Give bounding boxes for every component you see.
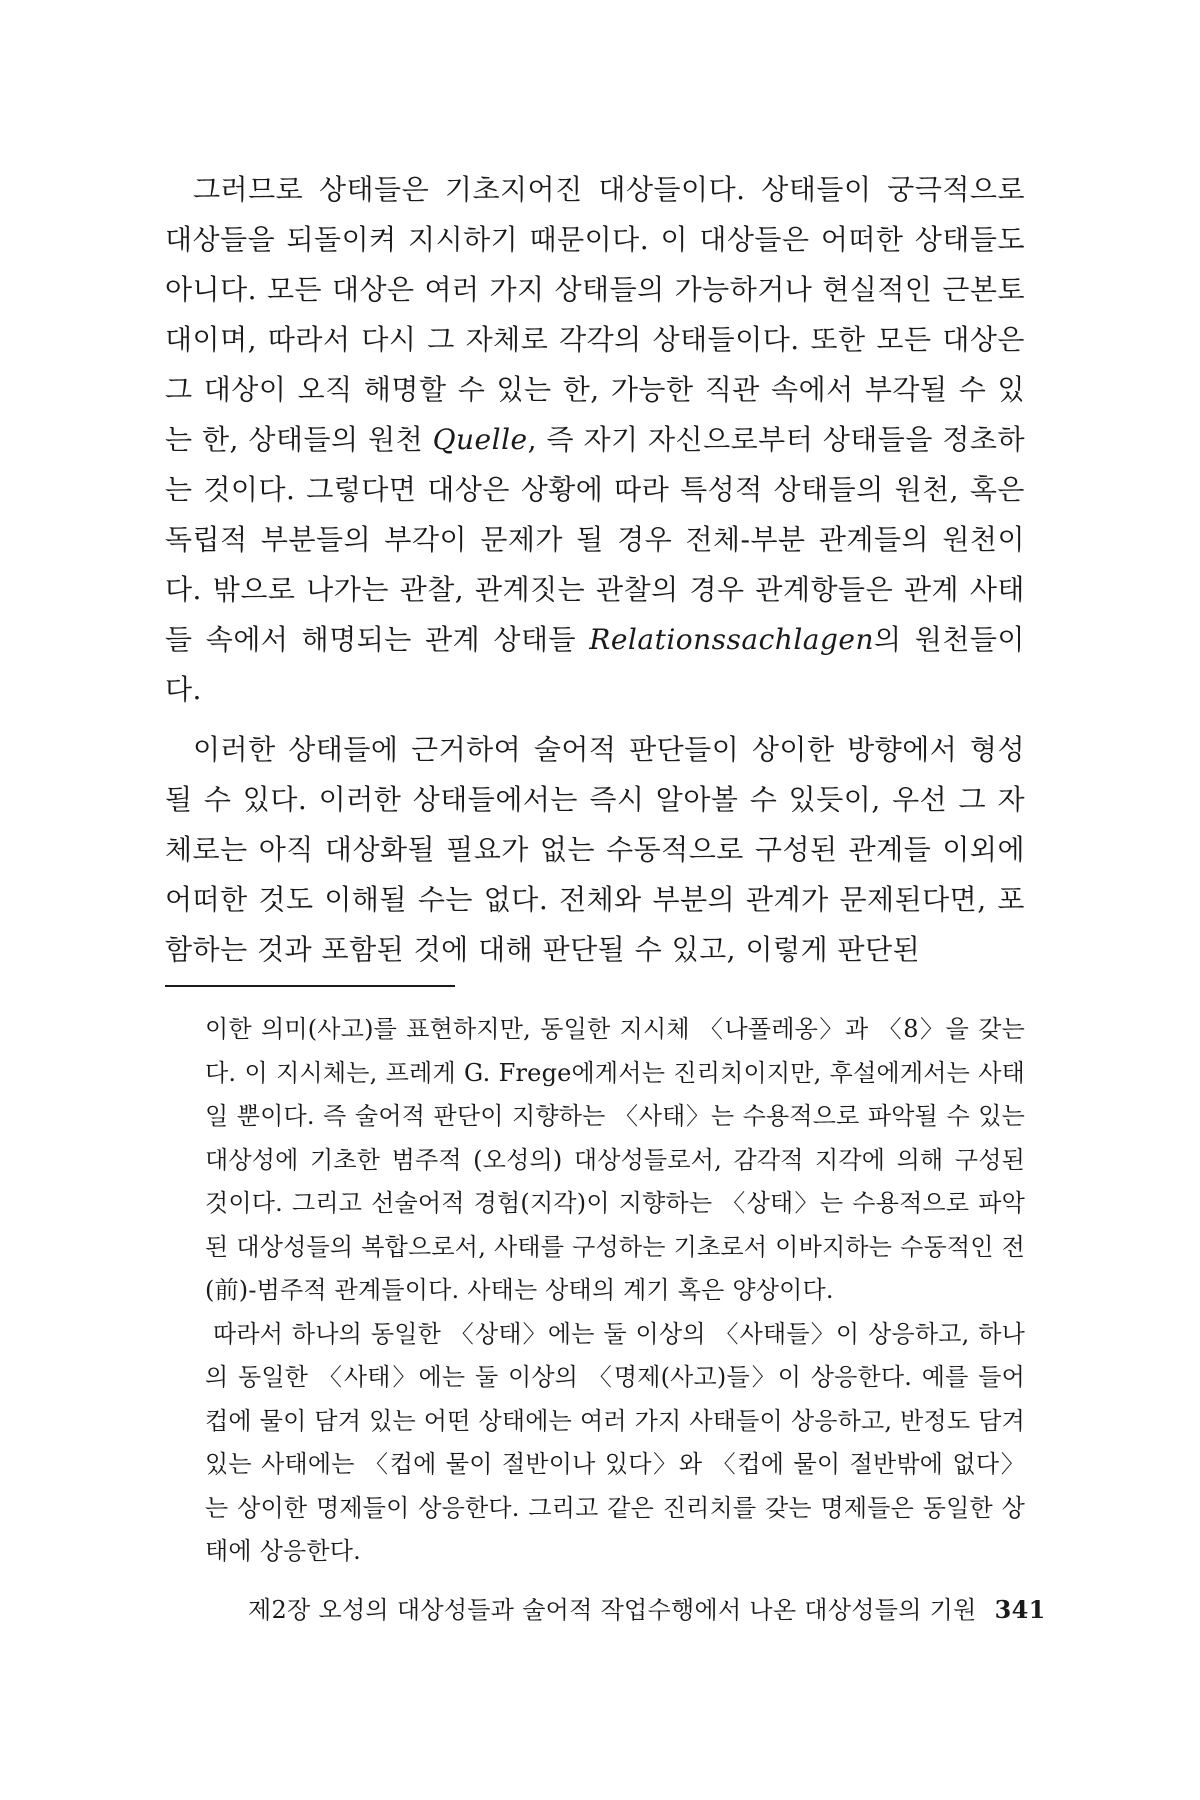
german-term: Relationssachlagen	[589, 623, 875, 656]
main-text	[165, 165, 1025, 975]
body-text-segment: 그러므로 상태들은 기초지어진 대상들이다. 상태들이 궁극적으로 대상들을 되돌이켜 지시하기 때문이다. 이 대상들은 어떠한 상태들도 아니다. 모든 대상은 여러 가지 상태들의 가능하거나 현실적인 근본토대이며, 따라서 다시 그 자체로 각각의 상태들이다. 또한 모든 대상은 그 대상이 오직 해명할 수 있는 한, 가능한 직관 속에서 부각될 수 있는 한, 상태들의 원천	[165, 173, 1025, 456]
chapter-title: 제2장 오성의 대상성들과 술어적 작업수행에서 나온 대상성들의 기원	[248, 1596, 977, 1624]
body-text-segment: , 즉 자기 자신으로부터 상태들을 정초하는 것이다. 그렇다면 대상은 상황에 따라 특성적 상태들의 원천, 혹은 독립적 부분들의 부각이 문제가 될 경우 전체-부분 관계들의 원천이다. 밖으로 나가는 관찰, 관계짓는 관찰의 경우 관계항들은 관계 사태들 속에서 해명되는 관계 상태들	[165, 423, 1025, 656]
running-footer	[248, 1590, 1046, 1625]
german-term: Quelle	[432, 423, 528, 456]
body-paragraph	[165, 165, 1025, 715]
body-text-segment: 의 원천들이다.	[165, 623, 1025, 706]
footnote-block	[205, 1008, 1025, 1574]
footnote-paragraph: 따라서 하나의 동일한 〈상태〉에는 둘 이상의 〈사태들〉이 상응하고, 하나의 동일한 〈사태〉에는 둘 이상의 〈명제(사고)들〉이 상응한다. 예를 들어 컵에 물이 담겨 있는 어떤 상태에는 여러 가지 사태들이 상응하고, 반정도 담겨 있는 사태에는 〈컵에 물이 절반이나 있다〉와 〈컵에 물이 절반밖에 없다〉는 상이한 명제들이 상응한다. 그리고 같은 진리치를 갖는 명제들은 동일한 상태에 상응한다.	[205, 1319, 1025, 1565]
footnote-separator	[165, 985, 455, 987]
page-number: 341	[994, 1595, 1046, 1624]
body-paragraph: 이러한 상태들에 근거하여 술어적 판단들이 상이한 방향에서 형성될 수 있다. 이러한 상태들에서는 즉시 알아볼 수 있듯이, 우선 그 자체로는 아직 대상화될 필요가 없는 수동적으로 구성된 관계들 이외에 어떠한 것도 이해될 수는 없다. 전체와 부분의 관계가 문제된다면, 포함하는 것과 포함된 것에 대해 판단될 수 있고, 이렇게 판단된	[165, 733, 1025, 966]
footnote-paragraph: 이한 의미(사고)를 표현하지만, 동일한 지시체 〈나폴레옹〉과 〈8〉을 갖는다. 이 지시체는, 프레게 G. Frege에게서는 진리치이지만, 후설에게서는 사태일 뿐이다. 즉 술어적 판단이 지향하는 〈사태〉는 수용적으로 파악될 수 있는 대상성에 기초한 범주적 (오성의) 대상성들로서, 감각적 지각에 의해 구성된 것이다. 그리고 선술어적 경험(지각)이 지향하는 〈상태〉는 수용적으로 파악된 대상성들의 복합으로서, 사태를 구성하는 기초로서 이바지하는 수동적인 전(前)-범주적 관계들이다. 사태는 상태의 계기 혹은 양상이다.	[205, 1015, 1025, 1304]
